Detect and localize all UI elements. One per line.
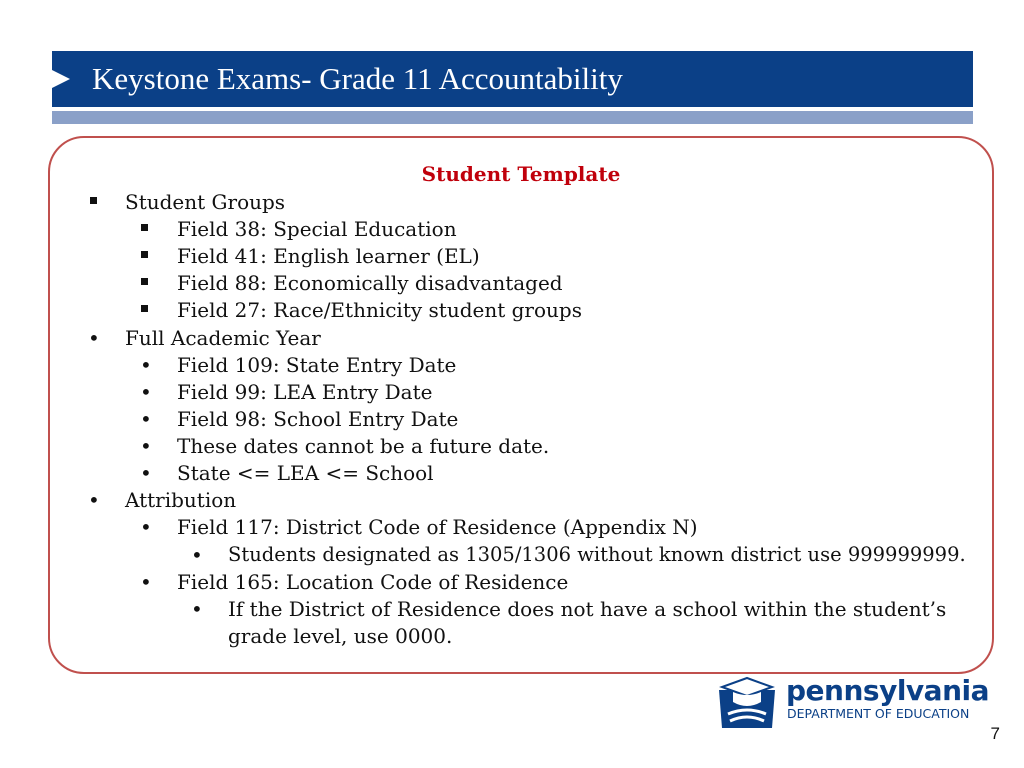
list-item-continuation: grade level, use 0000. xyxy=(228,624,453,648)
list-item: If the District of Residence does not have a school within the student’s xyxy=(228,597,947,621)
square-bullet-icon xyxy=(90,197,97,204)
square-bullet-icon xyxy=(141,251,148,258)
keystone-graduation-icon xyxy=(716,676,778,728)
list-item: Field 117: District Code of Residence (Appendix N) xyxy=(177,515,698,539)
logo-subtitle: DEPARTMENT OF EDUCATION xyxy=(787,706,970,721)
square-bullet-icon xyxy=(141,305,148,312)
round-bullet-icon: • xyxy=(140,570,152,594)
round-bullet-icon: • xyxy=(140,407,152,431)
list-item: Field 88: Economically disadvantaged xyxy=(177,271,563,295)
content-box xyxy=(48,136,994,674)
round-bullet-icon: • xyxy=(140,461,152,485)
list-item: Field 109: State Entry Date xyxy=(177,353,457,377)
list-item: Field 38: Special Education xyxy=(177,217,457,241)
round-bullet-icon: • xyxy=(140,380,152,404)
list-item: These dates cannot be a future date. xyxy=(177,434,550,458)
list-item: Students designated as 1305/1306 without known district use 999999999. xyxy=(228,543,966,566)
title-bar xyxy=(52,51,973,107)
square-bullet-icon xyxy=(141,278,148,285)
list-item: Field 27: Race/Ethnicity student groups xyxy=(177,298,582,322)
list-item: Field 98: School Entry Date xyxy=(177,407,459,431)
list-item-attribution: Attribution xyxy=(125,488,237,512)
section-heading: Student Template xyxy=(421,162,621,186)
round-bullet-icon: • xyxy=(88,326,100,350)
round-bullet-icon: • xyxy=(140,434,152,458)
list-item: State <= LEA <= School xyxy=(177,461,434,485)
square-bullet-icon xyxy=(141,224,148,231)
round-bullet-icon: • xyxy=(88,488,100,512)
pa-education-logo xyxy=(716,674,989,728)
list-item: Field 99: LEA Entry Date xyxy=(177,380,433,404)
list-item-full-academic-year: Full Academic Year xyxy=(125,326,321,350)
page-number: 7 xyxy=(990,724,1000,743)
round-bullet-icon: • xyxy=(140,515,152,539)
list-item-student-groups: Student Groups xyxy=(125,190,286,214)
list-item: Field 41: English learner (EL) xyxy=(177,244,480,268)
logo-wordmark: pennsylvania xyxy=(786,674,989,707)
round-bullet-icon: • xyxy=(191,543,203,567)
list-item: Field 165: Location Code of Residence xyxy=(177,570,569,594)
round-bullet-icon: • xyxy=(140,353,152,377)
slide-title: Keystone Exams- Grade 11 Accountability xyxy=(92,61,623,96)
title-underline-bar xyxy=(52,111,973,124)
round-bullet-icon: • xyxy=(191,597,203,621)
title-arrow-icon xyxy=(52,70,70,88)
